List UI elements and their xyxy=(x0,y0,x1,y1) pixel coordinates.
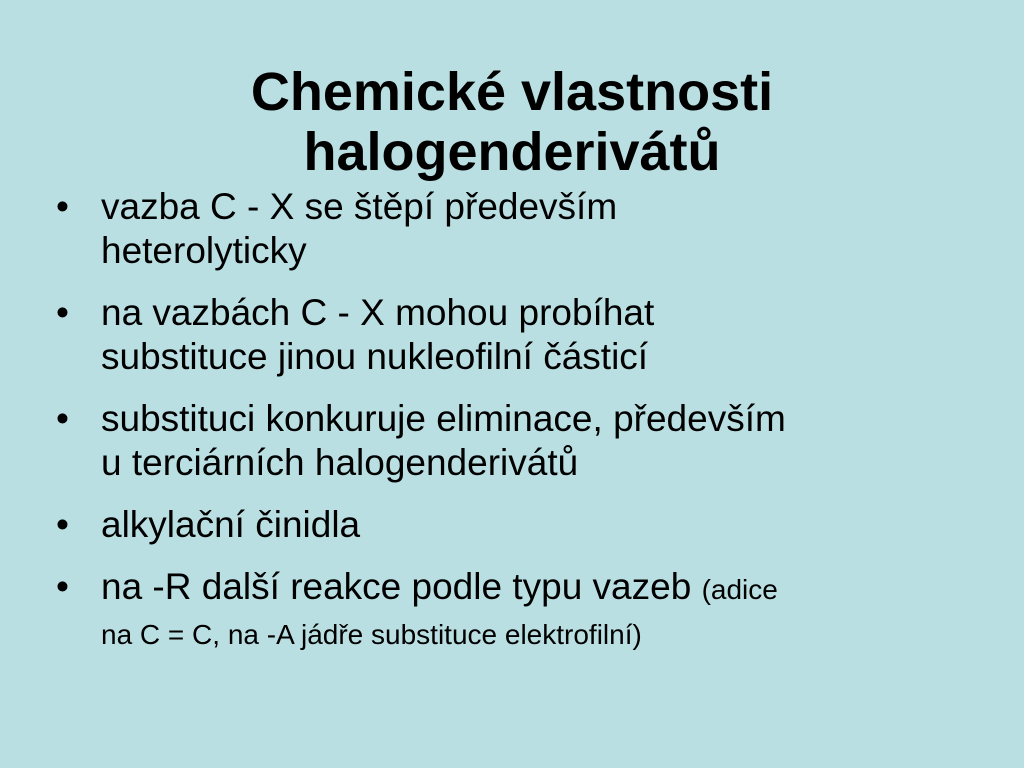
bullet-5-main-text: na -R další reakce podle typu vazeb xyxy=(101,566,692,607)
bullet-1-line-1: vazba C - X se štěpí především xyxy=(101,186,618,227)
bullet-4-line-1: alkylační činidla xyxy=(101,504,361,545)
slide-title-line-2: halogenderivátů xyxy=(303,122,721,183)
bullet-item-2 xyxy=(56,291,976,379)
slide-title-line-1: Chemické vlastnosti xyxy=(250,62,774,123)
bullet-2-line-1: na vazbách C - X mohou probíhat xyxy=(101,292,655,333)
bullet-list xyxy=(56,185,976,655)
bullet-item-3 xyxy=(56,397,976,485)
bullet-3-line-1: substituci konkuruje eliminace, především xyxy=(101,398,786,439)
bullet-dot-icon: • xyxy=(56,398,69,439)
bullet-5-aside-2: na C = C, na -A jádře substituce elektrofilní) xyxy=(101,619,642,650)
bullet-3-line-2: u terciárních halogenderivátů xyxy=(101,442,579,483)
bullet-2-line-2: substituce jinou nukleofilní částicí xyxy=(101,336,649,377)
bullet-item-4 xyxy=(56,503,976,547)
bullet-5-aside-1: (adice xyxy=(701,574,778,605)
bullet-1-line-2: heterolyticky xyxy=(101,230,307,271)
bullet-item-1 xyxy=(56,185,976,273)
bullet-item-5 xyxy=(56,565,976,655)
bullet-dot-icon: • xyxy=(56,186,69,227)
bullet-dot-icon: • xyxy=(56,566,69,607)
slide-title xyxy=(0,62,1024,182)
bullet-dot-icon: • xyxy=(56,504,69,545)
bullet-dot-icon: • xyxy=(56,292,69,333)
